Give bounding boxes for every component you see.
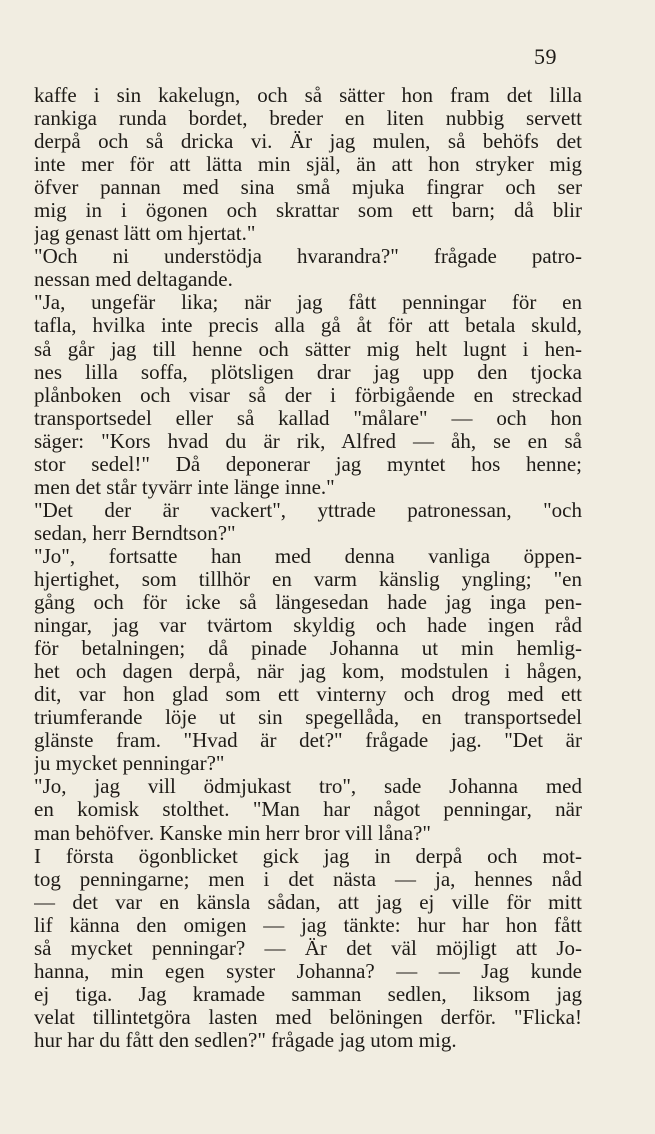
text-line: hur har du fått den sedlen?" frågade jag utom mig. (34, 1028, 457, 1052)
text-line: inte mer för att lätta min själ, än att hon stryker mig (34, 153, 582, 177)
text-line: öfver pannan med sina små mjuka fingrar och ser (34, 176, 582, 200)
text-line: I första ögonblicket gick jag in derpå och mot- (34, 844, 582, 868)
text-line: glänste fram. "Hvad är det?" frågade jag. "Det är (34, 729, 582, 753)
text-line: man behöfver. Kanske min herr bror vill låna?" (34, 821, 431, 845)
text-line: jag genast lätt om hjertat." (34, 222, 256, 246)
text-line: dit, var hon glad som ett vinterny och drog med ett (34, 683, 582, 707)
text-line: men det står tyvärr inte länge inne." (34, 475, 335, 499)
text-line: en komisk stolthet. "Man har något penningar, när (34, 798, 582, 822)
text-line: gång och för icke så längesedan hade jag inga pen- (34, 591, 582, 615)
text-line: ej tiga. Jag kramade samman sedlen, liksom jag (34, 982, 582, 1006)
text-line: ju mycket penningar?" (34, 752, 225, 776)
text-line: het och dagen derpå, när jag kom, modstulen i hågen, (34, 660, 582, 684)
text-line: tafla, hvilka inte precis alla gå åt för att betala skuld, (34, 314, 582, 338)
text-line: för betalningen; då pinade Johanna ut min hemlig- (34, 637, 582, 661)
text-line: plånboken och visar så der i förbigående en streckad (34, 383, 582, 407)
text-line: ningar, jag var tvärtom skyldig och hade ingen råd (34, 614, 582, 638)
text-line: "Ja, ungefär lika; när jag fått penningar för en (34, 291, 582, 315)
text-line: nessan med deltagande. (34, 268, 233, 292)
text-line: rankiga runda bordet, breder en liten nubbig servett (34, 107, 582, 131)
text-line: sedan, herr Berndtson?" (34, 521, 236, 545)
text-line: lif känna den omigen — jag tänkte: hur har hon fått (34, 913, 582, 937)
text-line: mig in i ögonen och skrattar som ett barn; då blir (34, 199, 582, 223)
page-number: 59 (534, 44, 557, 69)
text-line: nes lilla soffa, plötsligen drar jag upp den tjocka (34, 360, 582, 384)
text-line: transportsedel eller så kallad "målare" — och hon (34, 406, 582, 430)
text-line: så mycket penningar? — Är det väl möjligt att Jo- (34, 936, 582, 960)
text-line: så går jag till henne och sätter mig helt lugnt i hen- (34, 337, 582, 361)
text-line: "Och ni understödja hvarandra?" frågade patro- (34, 245, 582, 269)
text-line: triumferande löje ut sin spegellåda, en transportsedel (34, 706, 582, 730)
text-line: velat tillintetgöra lasten med belöningen derför. "Flicka! (34, 1005, 582, 1029)
text-line: "Jo, jag vill ödmjukast tro", sade Johanna med (34, 775, 582, 799)
text-line: stor sedel!" Då deponerar jag myntet hos henne; (34, 452, 582, 476)
body-text (34, 84, 582, 1052)
text-line: derpå och så dricka vi. Är jag mulen, så behöfs det (34, 130, 582, 154)
text-line: kaffe i sin kakelugn, och så sätter hon fram det lilla (34, 84, 582, 107)
text-line: — det var en känsla sådan, att jag ej ville för mitt (34, 890, 582, 914)
text-line: säger: "Kors hvad du är rik, Alfred — åh, se en så (34, 429, 582, 453)
text-line: "Jo", fortsatte han med denna vanliga öppen- (34, 544, 582, 568)
text-line: hjertighet, som tillhör en varm känslig yngling; "en (34, 567, 582, 591)
text-line: "Det der är vackert", yttrade patronessan, "och (34, 498, 582, 522)
text-line: tog penningarne; men i det nästa — ja, hennes nåd (34, 867, 582, 891)
text-line: hanna, min egen syster Johanna? — — Jag kunde (34, 959, 582, 983)
